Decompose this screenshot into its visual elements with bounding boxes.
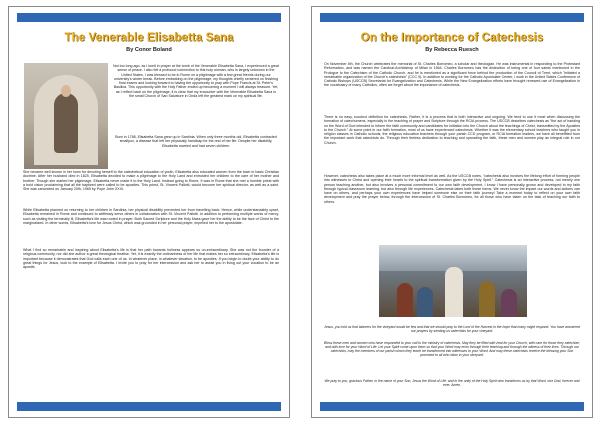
paragraph-4: What I find so remarkable and inspiring about Elisabetta's life is that her path towards holiness appears so un-extraordinary. She was not the founder of a religious community, nor did she author a great theological treatise. Yet, it is exactly the ordinariness of her life that makes her so extraordinary. Elisabetta's life is important because it demonstrates that God calls each one of us. In whatever place, in whatever situation, to be apostles. If you begin to doubt your ability to do great things for Jesus, look to the example of Elisabetta. I invite you to pray for her intercession and ask her to assist you in living out your vocation to be an apostle. xyxy=(23,248,279,270)
jesus-with-disciples-painting xyxy=(379,245,527,317)
article-title: The Venerable Elisabetta Sana xyxy=(64,32,234,44)
paragraph-1: Not too long ago, as I knelt in prayer at the tomb of the Venerable Elisabetta Sana, I experienced a great sense of peace. I also felt a profound connection to this holy woman, who is largely unknown in the United States. I was blessed to be in Rome on a pilgrimage with a few great friends during our university's winter break. Before embarking on the pilgrimage, my thoughts chiefly centered on finishing final exams and looking forward to having the opportunity to pray with Pope Francis at St. Peter's Basilica. This opportunity with the Holy Father ended up becoming a moment I will always treasure. Yet, as I reflect back on the pilgrimage, it is clear that my encounter with the Venerable Elisabetta Sana in the small Church of San Salvatore in Onda left the greatest mark on my spiritual life. xyxy=(113,64,279,99)
paragraph-2b: She became well known in her town for devoting herself to the catechetical education of youth, Elisabetta also educated women from the town in basic Christian doctrine. After her husband died in 1825, Elisabetta decided to make a pilgrimage to the Holy Land and entrusted her children to the care of her mother and brother. Though she started her pilgrimage, Elisabetta never made it to the Holy Land. Instead going to Rome. It was in Rome that she met a humble priest with a bold vision proclaiming that all the baptized were called to be apostles. This priest, St. Vincent Pallotti, would become her spiritual director, as well as a saint. She was canonized on January 20th, 1965 by Pope John XXIII. xyxy=(23,170,279,192)
top-bar xyxy=(320,13,584,22)
right-page xyxy=(311,6,593,418)
article-byline: By Conor Boland xyxy=(126,47,172,53)
paragraph-2: There is no easy, succinct definition for catechesis. Rather, it is a process that is both interactive and ongoing. We tend to use it most when discussing the formation of catechumens, especially in the teaching of prayer and Scripture through the RCIA process. The USCCB describes catechesis as "the act of handing on the Word of God intended to inform the faith community and candidates for initiation into the Church about the teachings of Christ, transmitted by the Apostles to the Church." At some point in our faith formation, most of us have experienced catechesis. Whether it was the elementary school teachers who taught you in religion classes in Catholic schools, the religious education teachers through your parish CCD program, or RCIA formation leaders, we have all benefitted from the important work that catechists do. Through their tireless dedication to teaching and spreading the faith, these men and women play an integral role in our Church. xyxy=(324,115,580,145)
left-page xyxy=(8,6,290,418)
paragraph-1: On November 4th, the Church celebrates the memorial of St. Charles Borromeo, a scholar and theologian. He was instrumental in responding to the Protestant Reformation, and was named the Cardinal-Archbishop of Milan in 1564. Charles Borromeo has the distinction of being one of four saints mentioned in the Prologue to the Catechism of the Catholic Church, and he is mentioned as a significant force behind the production of the Council of Trent, which "initiated a remarkable organization of the Church's catechesis" (CCC 9). In addition to working for the Catholic Apostolate Center, I work in the United States Conference of Catholic Bishops (USCCB) Secretariat for Evangelization and Catechesis. While the New Evangelization efforts have brought renewed use of Evangelization in the vocabulary of many Catholics, often we forget about the importance of catechesis. xyxy=(324,62,580,88)
article-title: On the Importance of Catechesis xyxy=(360,32,544,44)
paragraph-3: While Elisabetta planned on returning to her children in Sardinia, her physical disability prevented her from travelling back. Hence, while understandably upset, Elisabetta remained in Rome and continued to selflessly serve others in collaboration with St. Vincent Pallotti. In addition to performing multiple works of mercy, such as visiting the terminally ill, Elisabetta's life was rooted in prayer. Both Sacred Scripture and the Holy Mass gave her the ability to be the face of Christ to the marginalized. In other words, Elisabetta's love for Jesus Christ, which was grounded in her personal prayer, impelled her to the apostolate. xyxy=(23,208,279,225)
bottom-bar xyxy=(320,402,584,411)
article-byline: By Rebecca Ruesch xyxy=(425,47,479,53)
prayer-1: Jesus, you told us that laborers for the vineyard would be few and that we should pray to the Lord of the Harvest in the hope that many might respond. You have answered our prayers by sending us catechists for your vineyard. xyxy=(324,325,580,334)
prayer-3: We pray to you, gracious Father, in the name of your Son, Jesus the Word of Life, and in the unity of the Holy Spirit who transforms us by that Word, one God, forever and ever. Amen. xyxy=(324,379,580,388)
prayer-2: Bless these men and women who have responded to your call to the ministry of catechesis. May they be filled with zeal for your Church, with care for those they catechize, and with love for your Word of Life. Let your Spirit come upon them so that your Word may echo through their teaching and through the witness of their lives. Through our catechists, may the members of our parish whom they teach be transformed into witnesses to your Word. And may these catechists receive the blessing your Son promised to all who labor in your vineyard. xyxy=(324,341,580,358)
paragraph-2a: Born in 1788, Elisabetta Sana grew up in Sardinia. When only three months old, Elisabetta contracted smallpox, a disease that left her physically handicap for the rest of her life. Despite her disability, Elisabetta married and had seven children. xyxy=(115,135,277,148)
top-bar xyxy=(17,13,281,22)
tomb-photo xyxy=(24,63,108,169)
bottom-bar xyxy=(17,402,281,411)
paragraph-3: However, catechesis also takes place at a much more informal level as well. As the USCCB notes, "catechesis also involves the lifelong effort of forming people into witnesses to Christ and opening their hearts to the spiritual transformation given by the Holy Spirit." Catechesis is an interactive process, not merely one person teaching another, but also involves a personal commitment to our own faith development. I know I have personally grown and developed in my faith through typical classroom learning, but also through life experiences. Catechesis takes both these forms. We never know the impact our words and actions can have on others, and perhaps your own experiences have helped someone else on their faith journey! Take a moment today to reflect on your own faith development and pray the prayer below, through the intercession of St. Charles Borromeo, for all those who have taken on the task of teaching our faith to others. xyxy=(324,174,580,204)
